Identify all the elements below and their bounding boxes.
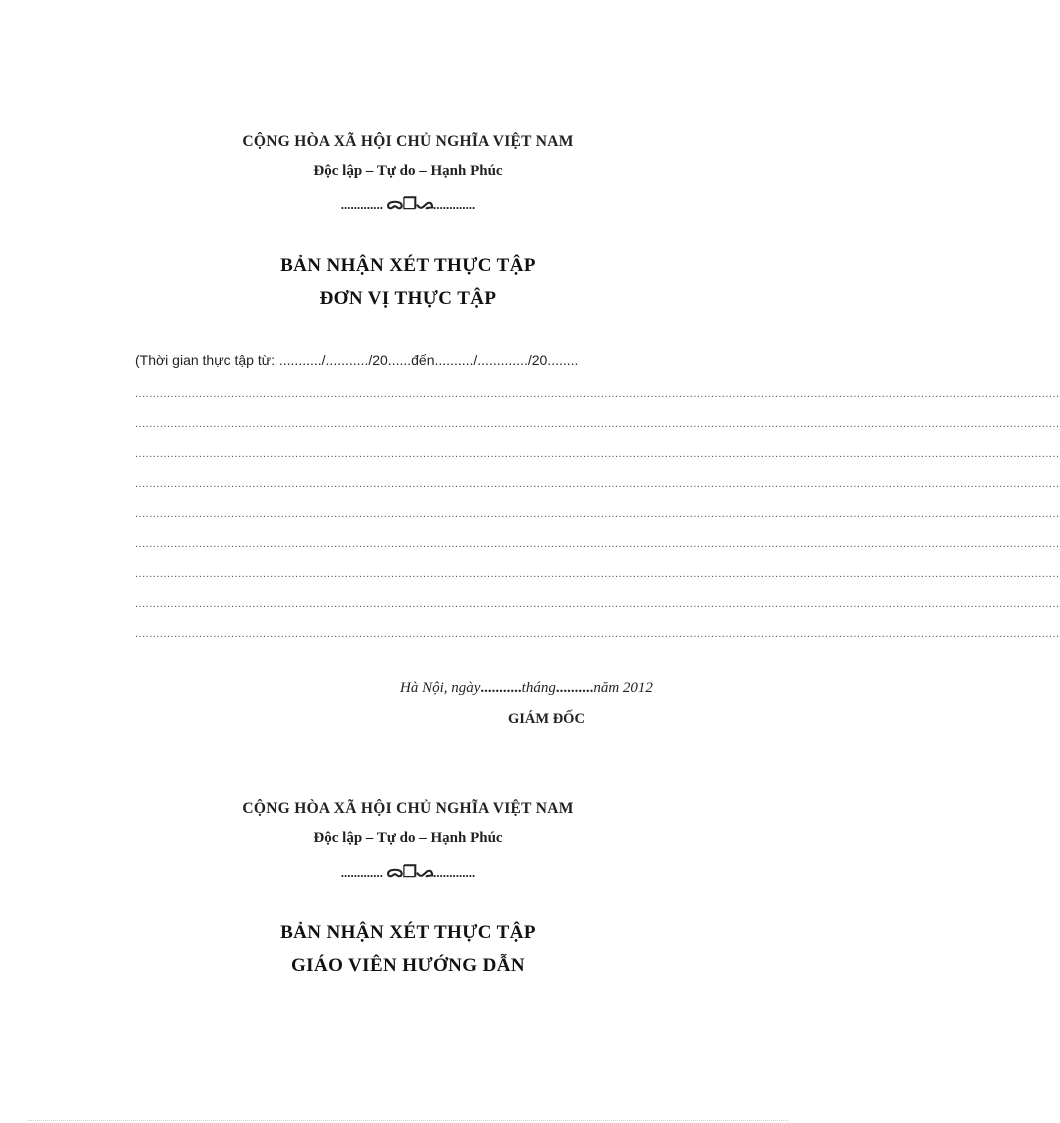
ornament-dots-right-2: ............. (432, 865, 476, 880)
comment-line: .................................................................................................................................................................................................................................................................... (135, 508, 1060, 520)
ornament-dots-right: ............. (432, 197, 476, 212)
nation-header: CỘNG HÒA XÃ HỘI CHỦ NGHĨA VIỆT NAM (242, 133, 574, 150)
nation-header-2: CỘNG HÒA XÃ HỘI CHỦ NGHĨA VIỆT NAM (242, 800, 574, 817)
document-subtitle: ĐƠN VỊ THỰC TẬP (319, 288, 497, 309)
comment-line: .................................................................................................................................................................................................................................................................... (135, 598, 1060, 610)
comment-line: .................................................................................................................................................................................................................................................................... (135, 538, 1060, 550)
comment-line: .................................................................................................................................................................................................................................................................... (135, 418, 1060, 430)
comment-line: .................................................................................................................................................................................................................................................................... (135, 568, 1060, 580)
ornament-icon: ᯅ❐ᯀ (386, 196, 433, 213)
document-subtitle-2: GIÁO VIÊN HƯỚNG DẪN (290, 955, 526, 976)
place-label: Hà Nội, ngày (400, 680, 481, 696)
director-title: GIÁM ĐỐC (508, 711, 585, 727)
comment-line: .................................................................................................................................................................................................................................................................... (135, 628, 1060, 640)
ornament-divider-2 (0, 860, 816, 882)
ornament-dots-left-2: ............. (340, 865, 384, 880)
internship-period: (Thời gian thực tập từ: .........../.........../20......đến........../............./20........ (135, 352, 579, 368)
comment-line: .................................................................................................................................................................................................................................................................... (135, 388, 1060, 400)
ornament-icon-2: ᯅ❐ᯀ (386, 864, 433, 881)
month-label: tháng (521, 680, 556, 696)
year-label: năm 2012 (593, 680, 653, 696)
ornament-divider (0, 192, 816, 214)
comment-line: .................................................................................................................................................................................................................................................................... (135, 448, 1060, 460)
document-title-2: BẢN NHẬN XÉT THỰC TẬP (280, 922, 536, 943)
ornament-dots-left: ............. (340, 197, 384, 212)
page-edge (28, 1120, 788, 1121)
motto-2: Độc lập – Tự do – Hạnh Phúc (313, 830, 503, 846)
place-date-line (400, 680, 653, 697)
day-dots: ........... (480, 680, 522, 696)
comment-line: .................................................................................................................................................................................................................................................................... (135, 478, 1060, 490)
document-title: BẢN NHẬN XÉT THỰC TẬP (280, 255, 536, 276)
motto: Độc lập – Tự do – Hạnh Phúc (313, 163, 503, 179)
month-dots: .......... (555, 680, 594, 696)
